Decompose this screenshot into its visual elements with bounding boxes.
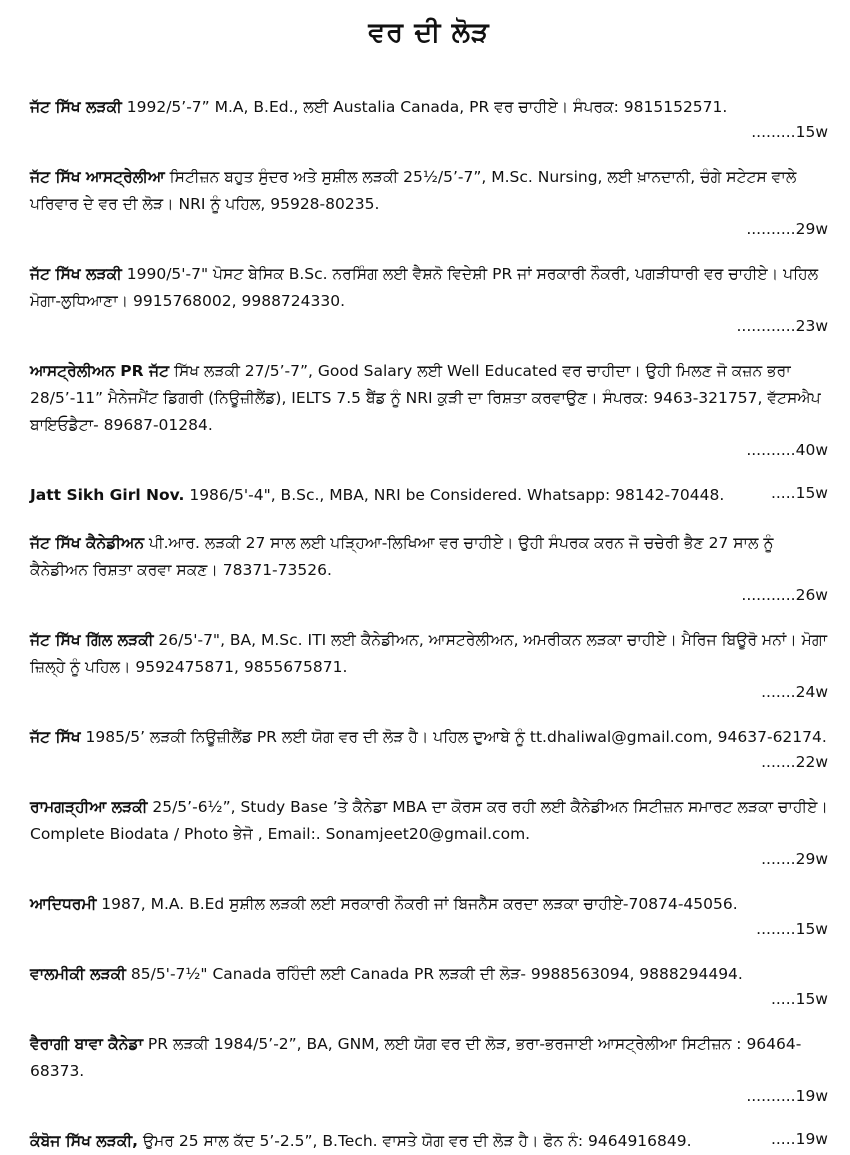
ad-lead: ਜੱਟ ਸਿੱਖ ਲੜਕੀ [30,265,122,283]
ad-code: ............23w [736,317,828,335]
ad-text: 1990/5'-7" ਪੋਸਟ ਬੇਸਿਕ B.Sc. ਨਰਸਿੰਗ ਲਈ ਵੈਸ਼ਨੋ ਵਿਦੇਸ਼ੀ PR ਜਾਂ ਸਰਕਾਰੀ ਨੌਕਰੀ, ਪਗੜੀਧਾਰੀ ਵਰ ਚਾਹੀਏ। ਪਹਿਲ ਮੋਗਾ-ਲੁਧਿਆਣਾ। 9915768002, 9988724330. [30,265,819,310]
ad-text: ਸਿੱਖ ਲੜਕੀ 27/5’-7”, Good Salary ਲਈ Well Educated ਵਰ ਚਾਹੀਦਾ। ਉਹੀ ਮਿਲਣ ਜੋ ਕਜ਼ਨ ਭਰਾ 28/5’-11” ਮੈਨੇਜਮੈਂਟ ਡਿਗਰੀ (ਨਿਊਜ਼ੀਲੈਂਡ), IELTS 7.5 ਬੈਂਡ ਨੂੰ NRI ਕੁੜੀ ਦਾ ਰਿਸ਼ਤਾ ਕਰਵਾਉਣ। ਸੰਪਰਕ: 9463-321757, ਵੱਟਸਐਪ ਬਾਇਓਡੈਟਾ- 89687-01284. [30,362,821,434]
ad-text: ਪੀ.ਆਰ. ਲੜਕੀ 27 ਸਾਲ ਲਈ ਪੜ੍ਹਿਆ-ਲਿਖਿਆ ਵਰ ਚਾਹੀਏ। ਉਹੀ ਸੰਪਰਕ ਕਰਨ ਜੋ ਚਚੇਰੀ ਭੈਣ 27 ਸਾਲ ਨੂੰ ਕੈਨੇਡੀਅਨ ਰਿਸ਼ਤਾ ਕਰਵਾ ਸਕਣ। 78371-73526. [30,534,774,579]
ad-code: ..........40w [746,441,828,459]
ad-code: .......24w [761,683,828,701]
ad-lead: ਜੱਟ ਸਿੱਖ ਲੜਕੀ [30,98,122,116]
ad-text: 1992/5’-7” M.A, B.Ed., ਲਈ Austalia Canada, PR ਵਰ ਚਾਹੀਏ। ਸੰਪਰਕ: 9815152571. [121,98,728,116]
ad-lead: ਵਾਲਮੀਕੀ ਲੜਕੀ [30,965,126,983]
page-title: ਵਰ ਦੀ ਲੋੜ [368,17,490,48]
classified-ad [30,164,828,240]
ad-lead: ਜੱਟ ਸਿੱਖ ਕੈਨੇਡੀਅਨ [30,534,145,552]
classified-ad [30,358,828,461]
classified-ad [30,261,828,337]
classified-ad [30,1128,828,1155]
ad-text: 85/5'-7½" Canada ਰਹਿੰਦੀ ਲਈ Canada PR ਲੜਕੀ ਦੀ ਲੋੜ- 9988563094, 9888294494. [125,965,743,983]
ad-code: .......22w [761,753,828,771]
ad-code: .........15w [751,123,828,141]
ad-text: 1986/5'-4", B.Sc., MBA, NRI be Considered. Whatsapp: 98142-70448. [184,486,725,504]
ad-lead: ਜੱਟ ਸਿੱਖ [30,728,81,746]
ad-code: ...........26w [741,586,828,604]
ad-code: ..........19w [746,1087,828,1105]
classified-ad [30,530,828,606]
ad-code: .......29w [761,850,828,868]
classified-ad [30,94,828,143]
classified-ad [30,482,828,509]
ad-lead: ਕੰਬੋਜ ਸਿੱਖ ਲੜਕੀ, [30,1132,139,1150]
ad-code: .....15w [770,484,828,502]
ad-lead: ਜੱਟ ਸਿੱਖ ਆਸਟ੍ਰੇਲੀਆ [30,168,165,186]
classified-ad [30,794,828,870]
ad-lead: ਜੱਟ ਸਿੱਖ ਗਿੱਲ ਲੜਕੀ [30,631,154,649]
ad-code: .....19w [770,1130,828,1148]
classified-ad [30,891,828,940]
ad-text: 1985/5’ ਲੜਕੀ ਨਿਊਜ਼ੀਲੈਂਡ PR ਲਈ ਯੋਗ ਵਰ ਦੀ ਲੋੜ ਹੈ। ਪਹਿਲ ਦੁਆਬੇ ਨੂੰ tt.dhaliwal@gmail.com, 94637-62174. [80,728,827,746]
ad-text: ਸਿਟੀਜ਼ਨ ਬਹੁਤ ਸੁੰਦਰ ਅਤੇ ਸੁਸ਼ੀਲ ਲੜਕੀ 25½/5’-7”, M.Sc. Nursing, ਲਈ ਖ਼ਾਨਦਾਨੀ, ਚੰਗੇ ਸਟੇਟਸ ਵਾਲੇ ਪਰਿਵਾਰ ਦੇ ਵਰ ਦੀ ਲੋੜ। NRI ਨੂੰ ਪਹਿਲ, 95928-80235. [30,168,797,213]
ad-code: ..........29w [746,220,828,238]
ad-text: 26/5'-7", BA, M.Sc. ITI ਲਈ ਕੈਨੇਡੀਅਨ, ਆਸਟਰੇਲੀਅਨ, ਅਮਰੀਕਨ ਲੜਕਾ ਚਾਹੀਏ। ਮੈਰਿਜ ਬਿਊਰੋ ਮਨਾਂ। ਮੋਗਾ ਜ਼ਿਲ੍ਹੇ ਨੂੰ ਪਹਿਲ। 9592475871, 9855675871. [30,631,828,676]
ad-lead: ਰਾਮਗੜ੍ਹੀਆ ਲੜਕੀ [30,798,148,816]
ad-lead: Jatt Sikh Girl Nov. [30,486,185,504]
ad-text: PR ਲੜਕੀ 1984/5’-2”, BA, GNM, ਲਈ ਯੋਗ ਵਰ ਦੀ ਲੋੜ, ਭਰਾ-ਭਰਜਾਈ ਆਸਟ੍ਰੇਲੀਆ ਸਿਟੀਜ਼ਨ : 96464-68373. [30,1035,802,1080]
ads-list [30,94,828,1155]
ad-code: .....15w [770,990,828,1008]
ad-lead: ਆਸਟ੍ਰੇਲੀਅਨ PR ਜੱਟ [30,362,170,380]
classified-ad [30,724,828,773]
ad-text: 1987, M.A. B.Ed ਸੁਸ਼ੀਲ ਲੜਕੀ ਲਈ ਸਰਕਾਰੀ ਨੌਕਰੀ ਜਾਂ ਬਿਜਨੈੱਸ ਕਰਦਾ ਲੜਕਾ ਚਾਹੀਏ-70874-45056. [96,895,738,913]
ad-lead: ਆਦਿਧਰਮੀ [30,895,97,913]
ad-text: ਉਮਰ 25 ਸਾਲ ਕੱਦ 5’-2.5”, B.Tech. ਵਾਸਤੇ ਯੋਗ ਵਰ ਦੀ ਲੋੜ ਹੈ। ਫੋਨ ਨੰ: 9464916849. [138,1132,692,1150]
classified-ad [30,627,828,703]
classified-ad [30,1031,828,1107]
classified-ad [30,961,828,1010]
ad-text: 25/5’-6½”, Study Base ’ਤੇ ਕੈਨੇਡਾ MBA ਦਾ ਕੋਰਸ ਕਰ ਰਹੀ ਲਈ ਕੈਨੇਡੀਅਨ ਸਿਟੀਜ਼ਨ ਸਮਾਰਟ ਲੜਕਾ ਚਾਹੀਏ। Complete Biodata / Photo ਭੇਜੋ , Email:. Sonamjeet20@gmail.com. [30,798,828,843]
ad-code: ........15w [756,920,828,938]
ad-lead: ਵੈਰਾਗੀ ਬਾਵਾ ਕੈਨੇਡਾ [30,1035,143,1053]
